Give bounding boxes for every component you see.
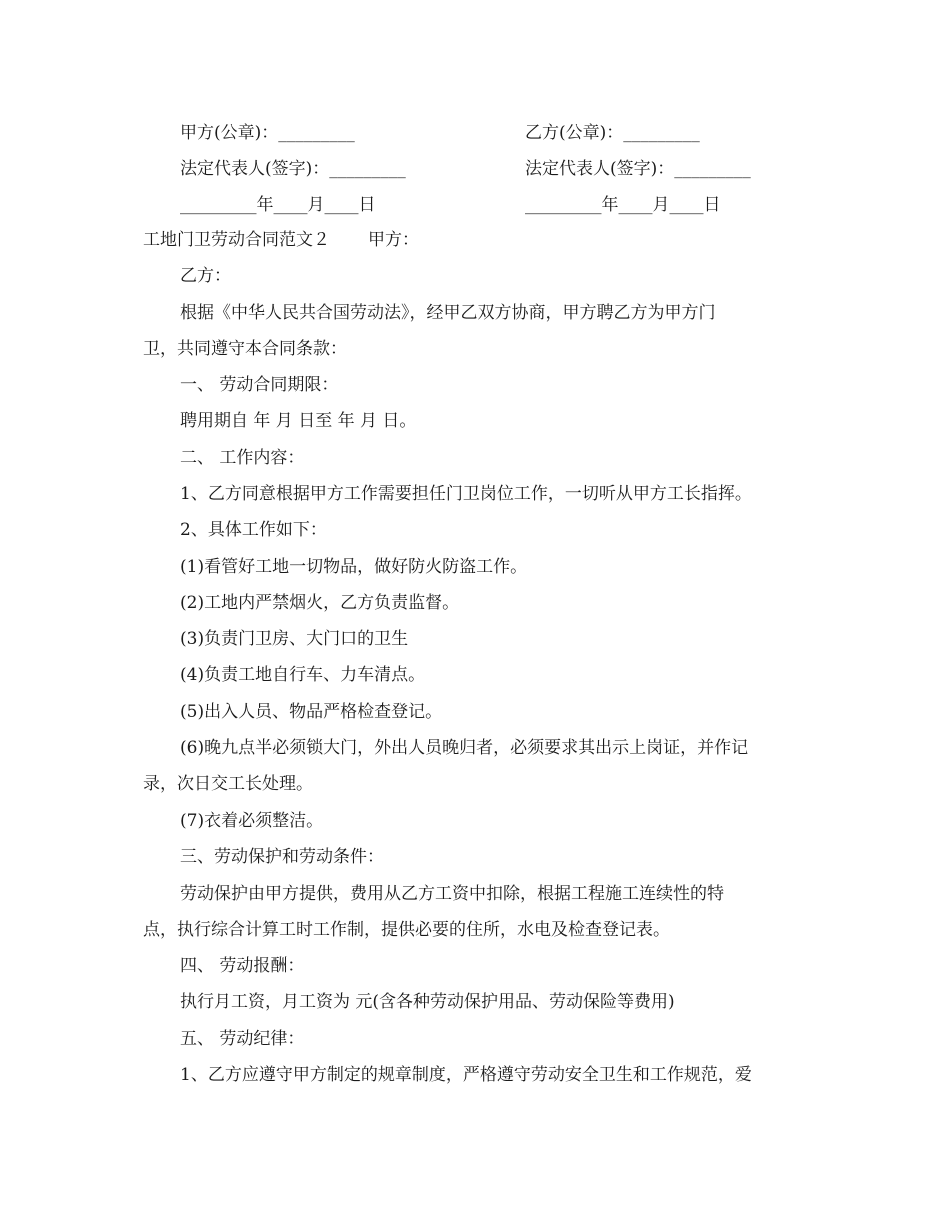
list-item: (7)衣着必须整洁。 [180,811,324,831]
body-line: 劳动保护由甲方提供，费用从乙方工资中扣除，根据工程施工连续性的特 [180,884,724,904]
body-line: 卫，共同遵守本合同条款： [143,339,347,359]
body-line: 执行月工资，月工资为 元(含各种劳动保护用品、劳动保险等费用) [180,992,675,1012]
list-item: (2)工地内严禁烟火，乙方负责监督。 [180,593,460,613]
party-b-label: 乙方： [180,266,231,286]
body-line: 点，执行综合计算工时工作制，提供必要的住所，水电及检查登记表。 [143,920,670,940]
list-item: (1)看管好工地一切物品，做好防火防盗工作。 [180,557,528,577]
party-a-date: _________年____月____日 [180,195,376,215]
party-b-rep: 法定代表人(签字)：_________ [525,159,751,179]
body-line: 根据《中华人民共合国劳动法》，经甲乙双方协商，甲方聘乙方为甲方门 [180,303,716,323]
contract-title-line [143,229,419,251]
list-item: (6)晚九点半必须锁大门，外出人员晚归者，必须要求其出示上岗证，并作记 [180,738,749,758]
party-a-rep: 法定代表人(签字)：_________ [180,159,406,179]
list-item: (3)负责门卫房、大门口的卫生 [180,629,409,649]
list-item: (5)出入人员、物品严格检查登记。 [180,702,443,722]
body-line: 1、乙方应遵守甲方制定的规章制度，严格遵守劳动安全卫生和工作规范，爱 [180,1065,752,1085]
list-item: (4)负责工地自行车、力车清点。 [180,665,426,685]
party-a-seal: 甲方(公章)：_________ [180,123,355,143]
section-heading: 二、 工作内容： [180,448,305,468]
body-line: 录，次日交工长处理。 [143,774,313,794]
section-heading: 一、 劳动合同期限： [180,375,339,395]
body-line: 聘用期自 年 月 日至 年 月 日。 [180,411,417,431]
section-heading: 五、 劳动纪律： [180,1029,305,1049]
section-heading: 三、劳动保护和劳动条件： [180,847,384,867]
party-b-seal: 乙方(公章)：_________ [525,123,700,143]
body-line: 1、乙方同意根据甲方工作需要担任门卫岗位工作，一切听从甲方工长指挥。 [180,484,752,504]
body-line: 2、具体工作如下： [180,520,327,540]
contract-title: 工地门卫劳动合同范文２ [143,230,330,250]
party-a-label: 甲方： [368,230,419,250]
party-b-date: _________年____月____日 [525,195,721,215]
section-heading: 四、 劳动报酬： [180,956,305,976]
